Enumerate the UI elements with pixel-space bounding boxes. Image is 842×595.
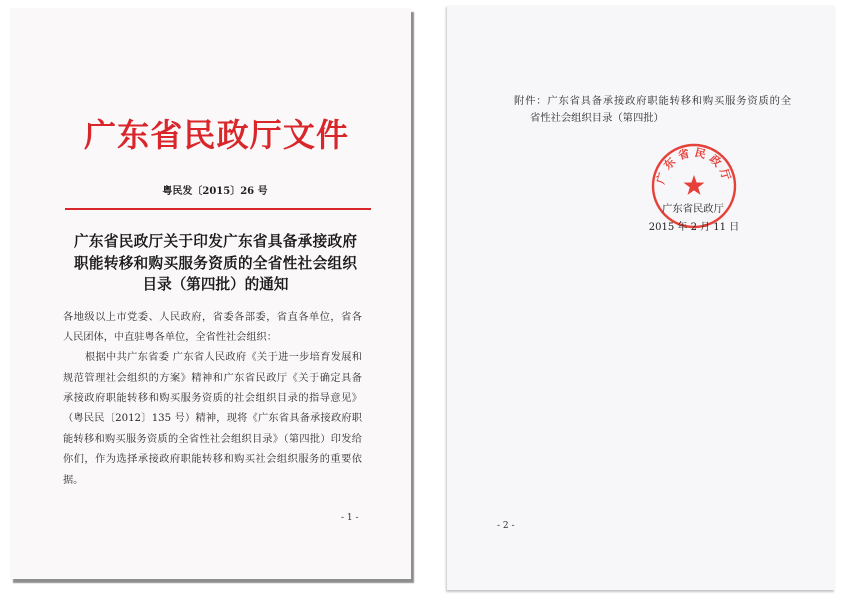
body-line: （粤民民〔2012〕135 号）精神，现将《广东省具备承接政府职 bbox=[63, 413, 362, 424]
page-number-1: - 1 - bbox=[341, 513, 359, 523]
document-number: 粤民发〔2015〕26 号 bbox=[162, 186, 268, 197]
page-number-2: - 2 - bbox=[497, 521, 515, 531]
star-icon bbox=[684, 175, 705, 195]
body-line: 承接政府职能转移和购买服务资质的社会组织目录的指导意见》 bbox=[63, 393, 362, 404]
red-divider-line bbox=[65, 208, 371, 210]
body-line: 能转移和购买服务资质的全省性社会组织目录》（第四批）印发给 bbox=[63, 434, 362, 445]
body-line: 各地级以上市党委、人民政府，省委各部委，省直各单位，省各 bbox=[63, 312, 362, 323]
seal-text-path: 广东省民政厅 bbox=[654, 145, 734, 186]
attachment-line-1: 附件：广东省具备承接政府职能转移和购买服务资质的全 bbox=[514, 95, 791, 107]
body-line: 据。 bbox=[63, 475, 84, 486]
body-line: 你们，作为选择承接政府职能转移和购买社会组织服务的重要依 bbox=[63, 454, 362, 465]
document-header: 广东省民政厅文件 bbox=[84, 116, 348, 154]
body-line: 规范管理社会组织的方案》精神和广东省民政厅《关于确定具备 bbox=[63, 373, 362, 384]
body-line: 根据中共广东省委 广东省人民政府《关于进一步培育发展和 bbox=[85, 352, 362, 363]
issue-date: 2015 年 2 月 11 日 bbox=[648, 222, 740, 233]
page-2 bbox=[447, 5, 835, 590]
title-line-2: 职能转移和购买服务资质的全省性社会组织 bbox=[74, 255, 357, 272]
title-line-1: 广东省民政厅关于印发广东省具备承接政府 bbox=[74, 233, 357, 250]
title-line-3: 目录（第四批）的通知 bbox=[142, 276, 289, 293]
attachment-line-2: 省性社会组织目录（第四批） bbox=[530, 112, 664, 124]
body-line: 人民团体，中直驻粤各单位，全省性社会组织： bbox=[63, 332, 277, 343]
signature-organization: 广东省民政厅 bbox=[662, 203, 724, 215]
